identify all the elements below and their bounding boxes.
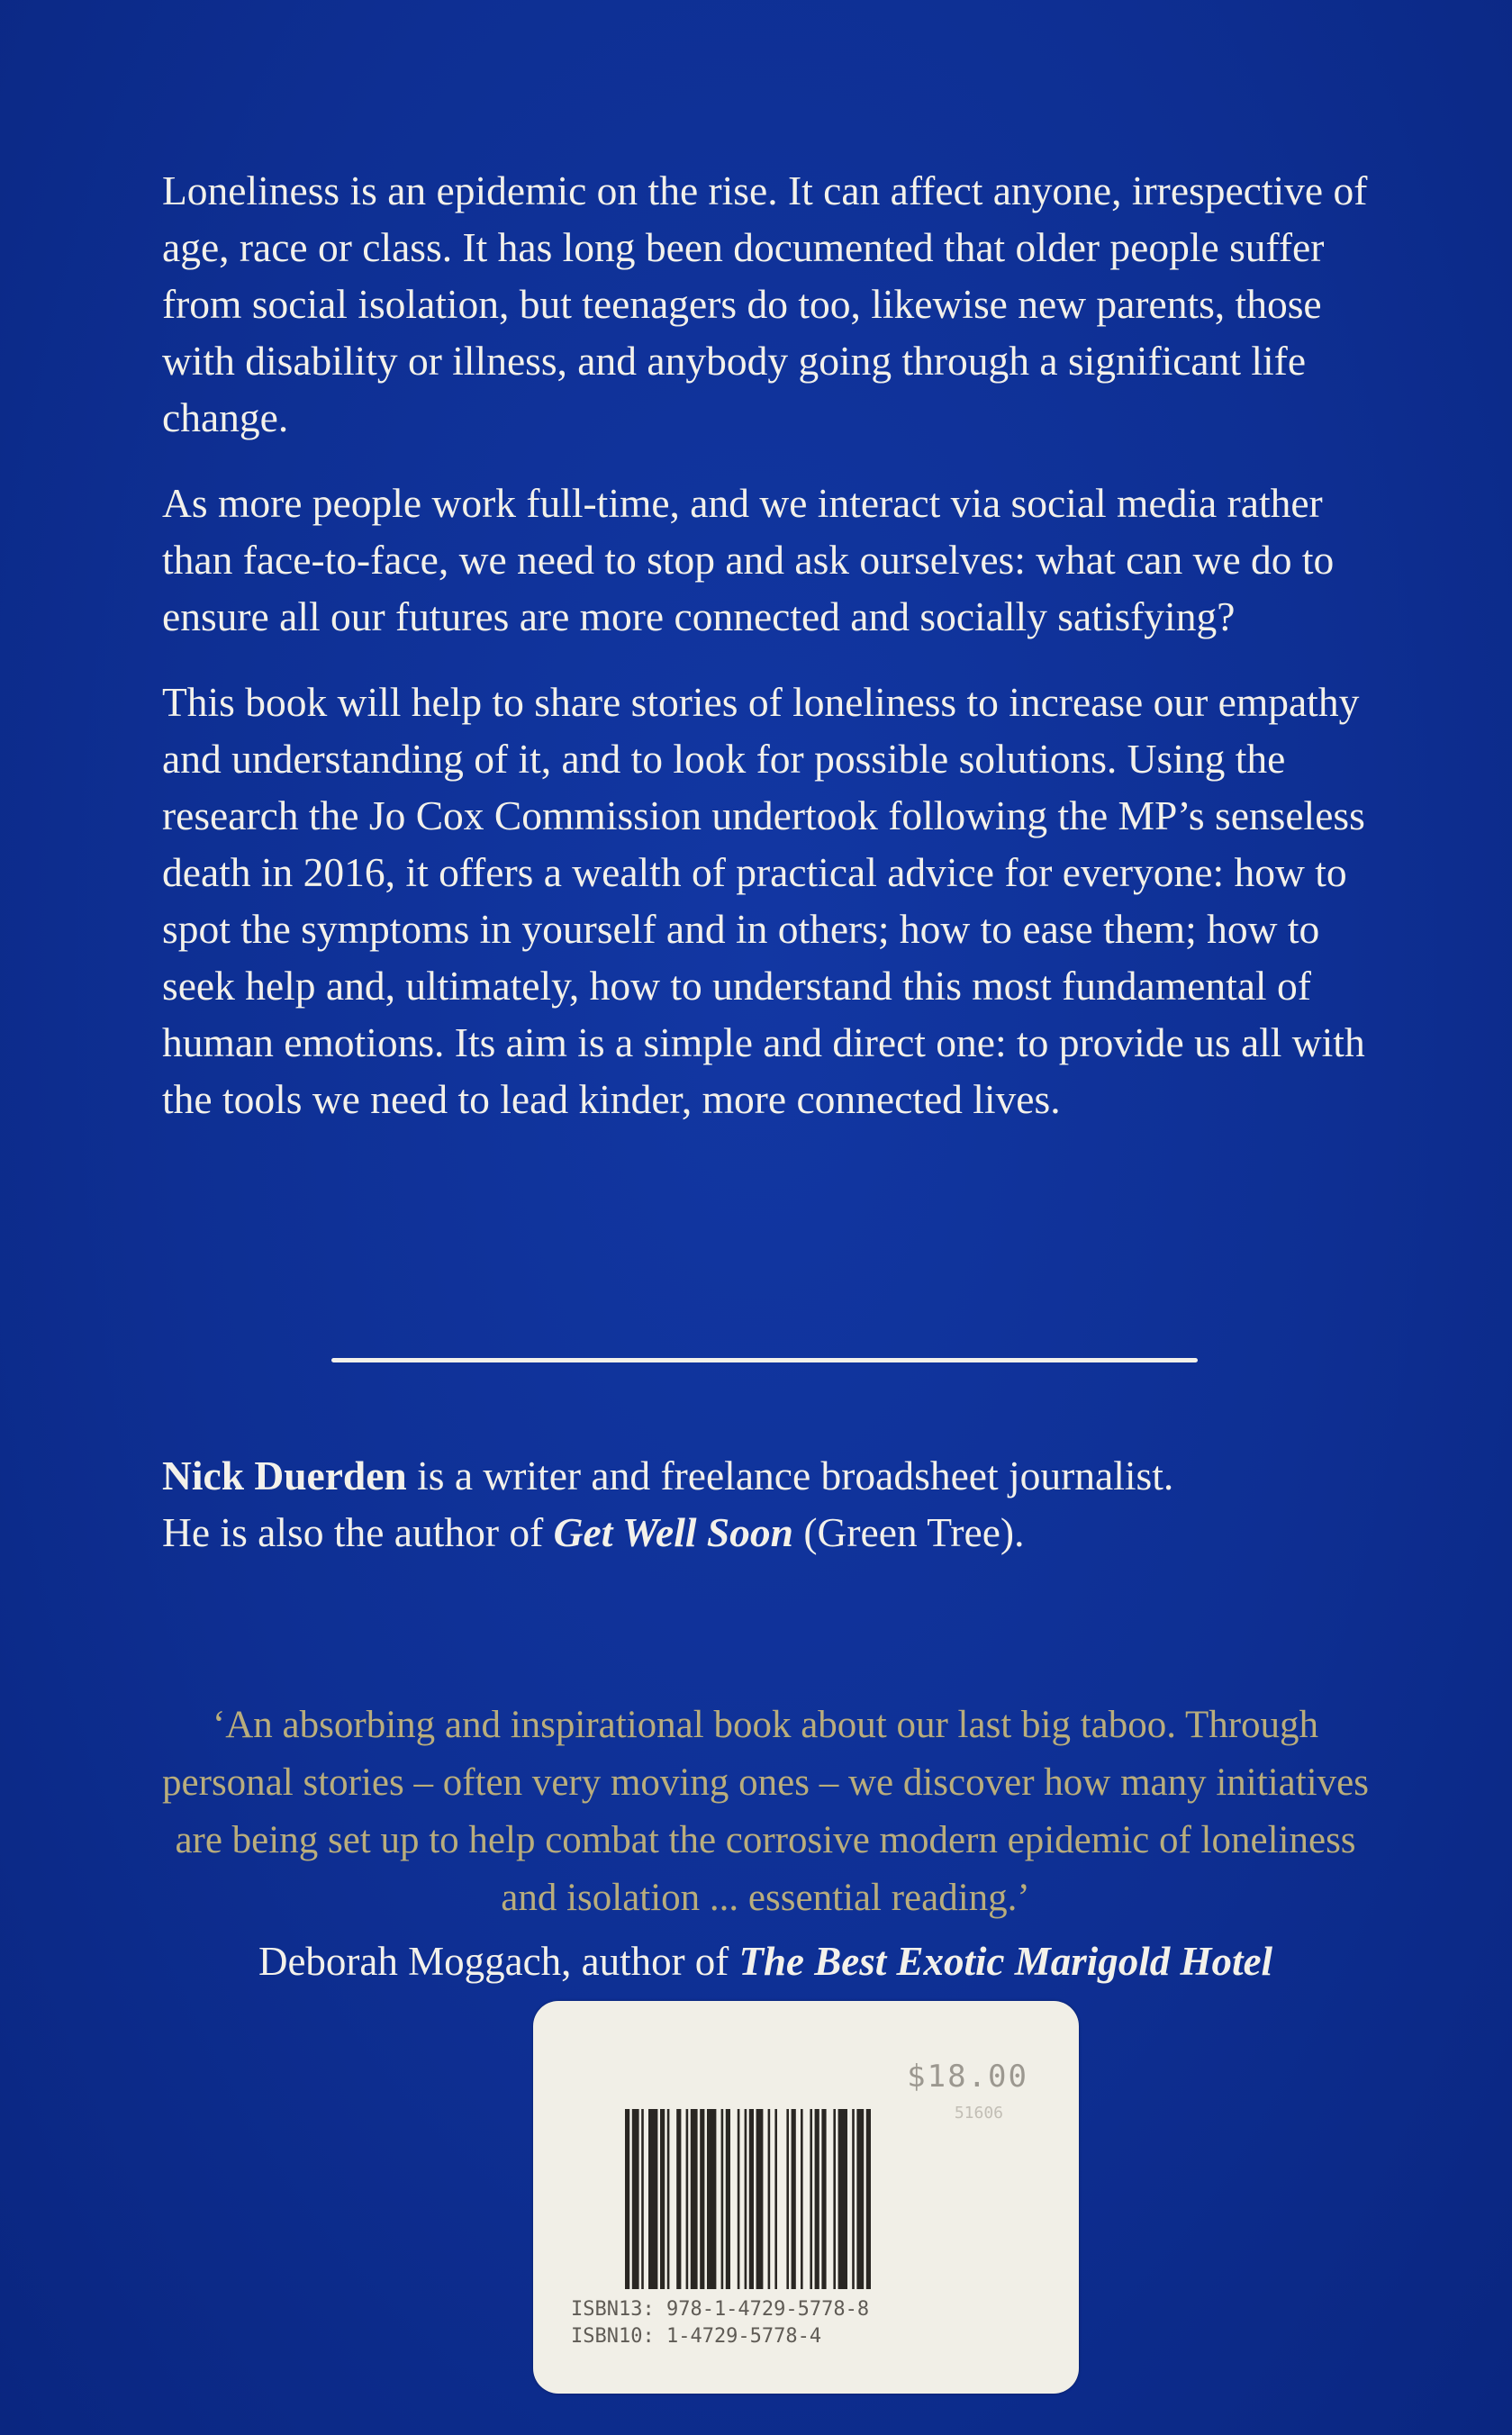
review-quote <box>144 1697 1387 1927</box>
attribution-prefix: Deborah Moggach, author of <box>258 1939 739 1984</box>
author-bio <box>162 1447 1423 1561</box>
other-book-title: Get Well Soon <box>553 1509 793 1555</box>
isbn10-label: ISBN10: 1-4729-5778-4 <box>571 2325 822 2348</box>
quote-text: ‘An absorbing and inspirational book about our last big taboo. Through personal stories – often very moving ones – we discover how many initiatives are being set up to help combat the corrosive modern epidemic of loneliness and isolation ... essential reading.’ <box>162 1704 1369 1919</box>
bio-line-2 <box>162 1504 1423 1561</box>
bio-line-1 <box>162 1447 1423 1504</box>
divider-rule <box>331 1358 1198 1362</box>
isbn13-label: ISBN13: 978-1-4729-5778-8 <box>571 2298 870 2321</box>
attribution-source-title: The Best Exotic Marigold Hotel <box>738 1939 1273 1984</box>
bio-line-1-text: is a writer and freelance broadsheet journalist. <box>406 1453 1174 1498</box>
blurb-paragraph-3: This book will help to share stories of loneliness to increase our empathy and understanding of it, and to look for possible solutions. Using the research the Jo Cox Commission undertook following the MP’s senseless death in 2016, it offers a wealth of practical advice for everyone: how to spot the symptoms in yourself and in others; how to ease them; how to seek help and, ultimately, how to understand this most fundamental of human emotions. Its aim is a simple and direct one: to provide us all with the tools we need to lead kinder, more connected lives. <box>162 679 1365 1122</box>
bio-line-2-prefix: He is also the author of <box>162 1509 554 1555</box>
quote-attribution <box>108 1933 1423 1990</box>
barcode-icon <box>621 2109 937 2289</box>
price-sticker <box>533 2001 1079 2394</box>
blurb-paragraph-1: Loneliness is an epidemic on the rise. It can affect anyone, irrespective of age, race or class. It has long been documented that older people suffer from social isolation, but teenagers do too, likewise new parents, those with disability or illness, and anybody going through a significant life change. <box>162 167 1368 440</box>
publisher: (Green Tree). <box>792 1509 1025 1555</box>
sticker-store-code: 51606 <box>954 2104 1003 2123</box>
blurb-paragraph-2: As more people work full-time, and we interact via social media rather than face-to-face, we need to stop and ask ourselves: what can we do to ensure all our futures are more connected and socially satisfying? <box>162 480 1335 639</box>
book-blurb <box>162 162 1387 1156</box>
author-name: Nick Duerden <box>162 1453 407 1498</box>
sticker-price: $18.00 <box>907 2059 1028 2095</box>
